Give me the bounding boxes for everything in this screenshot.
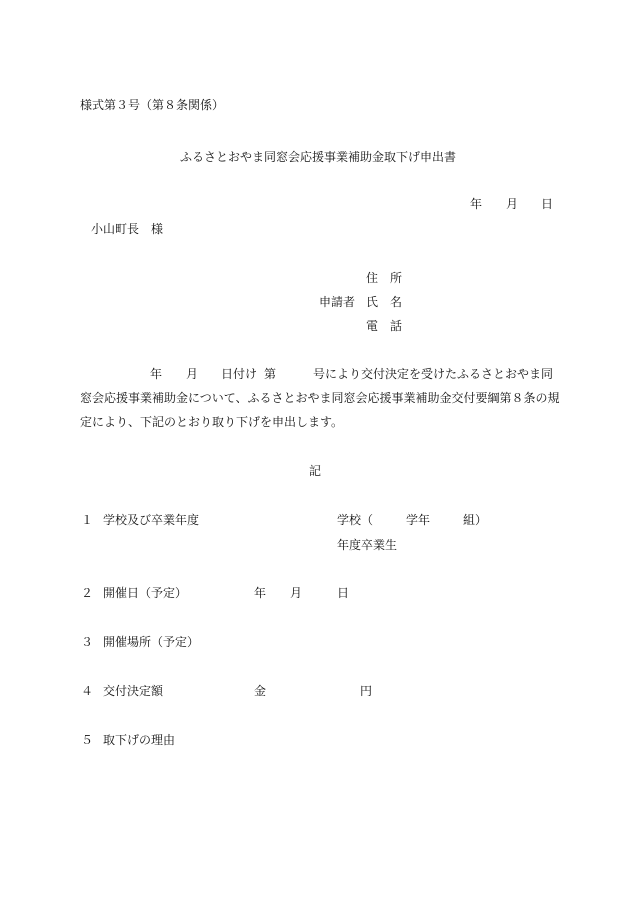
item-5-label: 取下げの理由: [103, 733, 176, 747]
item-2-number: ２: [81, 586, 94, 600]
item-1-class: 組）: [463, 513, 488, 527]
item-4-number: ４: [81, 684, 94, 698]
date-day: 日: [541, 197, 554, 211]
item-1-school: 学校（: [337, 513, 374, 527]
body-dated: 日付け: [221, 367, 258, 381]
body-year: 年: [150, 367, 163, 381]
applicant-name-label: 氏 名: [366, 295, 403, 309]
item-2-day: 日: [337, 586, 350, 600]
item-2-year: 年: [254, 586, 267, 600]
date-year: 年: [470, 197, 483, 211]
item-1-label: 学校及び卒業年度: [103, 513, 200, 527]
applicant-label: 申請者: [319, 295, 356, 309]
addressee: 小山町長 様: [91, 222, 164, 236]
item-1-number: １: [81, 513, 94, 527]
applicant-phone-label: 電 話: [366, 319, 403, 333]
date-month: 月: [506, 197, 519, 211]
body-line3: 定により、下記のとおり取り下げを申出します。: [80, 415, 344, 429]
body-line1-rest: 号により交付決定を受けたふるさとおやま同: [313, 367, 554, 381]
item-3-number: ３: [81, 635, 94, 649]
applicant-address-label: 住 所: [366, 271, 403, 285]
document-title: ふるさとおやま同窓会応援事業補助金取下げ申出書: [180, 150, 457, 164]
item-5-number: ５: [81, 733, 94, 747]
item-4-currency-prefix: 金: [254, 684, 267, 698]
item-4-currency-unit: 円: [360, 684, 373, 698]
ki-heading: 記: [309, 464, 322, 478]
body-month: 月: [186, 367, 199, 381]
item-2-label: 開催日（予定）: [103, 586, 188, 600]
item-1-graduation: 年度卒業生: [337, 538, 398, 552]
form-number: 様式第３号（第８条関係）: [80, 98, 225, 112]
body-line2: 窓会応援事業補助金について、ふるさとおやま同窓会応援事業補助金交付要綱第８条の規: [80, 391, 560, 405]
item-1-grade: 学年: [406, 513, 431, 527]
item-3-label: 開催場所（予定）: [103, 635, 200, 649]
body-number-prefix: 第: [264, 367, 277, 381]
item-2-month: 月: [290, 586, 303, 600]
item-4-label: 交付決定額: [103, 684, 164, 698]
